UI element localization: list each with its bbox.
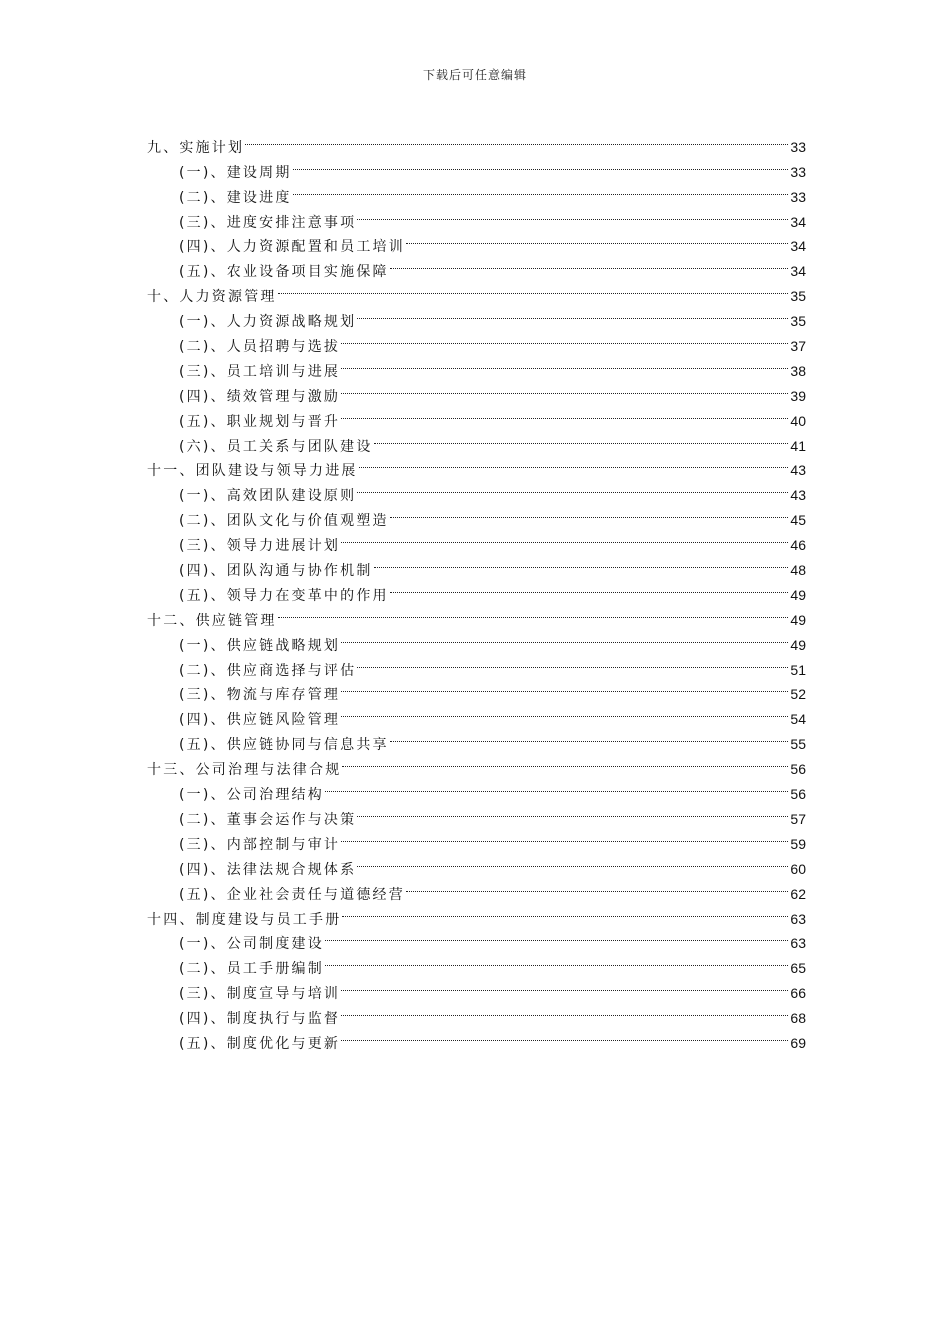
toc-page-number: 51	[790, 661, 806, 678]
toc-page-number: 55	[790, 736, 806, 753]
toc-entry-label: (一)、人力资源战略规划	[179, 314, 357, 331]
toc-dot-leader	[357, 475, 788, 500]
toc-page-number: 35	[790, 313, 806, 330]
toc-entry-label: (三)、制度宣导与培训	[179, 986, 341, 1003]
toc-page-number: 69	[790, 1034, 806, 1051]
toc-entry-label: (一)、供应链战略规划	[179, 637, 341, 654]
toc-entry-label: (五)、领导力在变革中的作用	[179, 587, 389, 604]
toc-dot-leader	[374, 550, 789, 575]
toc-entry-label: (四)、法律法规合规体系	[179, 861, 357, 878]
toc-page-number: 38	[790, 362, 806, 379]
toc-entry-label: (一)、建设周期	[179, 164, 292, 181]
toc-page-number: 33	[790, 188, 806, 205]
toc-dot-leader	[390, 251, 789, 276]
toc-entry-label: (四)、绩效管理与激励	[179, 388, 341, 405]
toc-dot-leader	[406, 874, 788, 899]
toc-page-number: 34	[790, 238, 806, 255]
toc-page-number: 35	[790, 288, 806, 305]
toc-page-number: 65	[790, 960, 806, 977]
toc-entry-label: (五)、供应链协同与信息共享	[179, 737, 389, 754]
toc-dot-leader	[341, 326, 788, 351]
toc-page-number: 60	[790, 860, 806, 877]
toc-entry-label: (二)、团队文化与价值观塑造	[179, 513, 389, 530]
toc-dot-leader	[390, 724, 789, 749]
toc-entry-label: (二)、建设进度	[179, 189, 292, 206]
toc-page-number: 37	[790, 338, 806, 355]
toc-entry-label: 十四、制度建设与员工手册	[147, 911, 342, 928]
toc-dot-leader	[342, 899, 788, 924]
toc-dot-leader	[374, 426, 789, 451]
toc-entry-label: (二)、董事会运作与决策	[179, 811, 357, 828]
toc-entry-label: (一)、高效团队建设原则	[179, 488, 357, 505]
toc-entry-label: (二)、员工手册编制	[179, 961, 324, 978]
toc-entry-label: (一)、公司治理结构	[179, 787, 324, 804]
toc-entry-label: 十、人力资源管理	[147, 289, 277, 306]
toc-page-number: 56	[790, 786, 806, 803]
toc-page-number: 52	[790, 686, 806, 703]
toc-page-number: 43	[790, 487, 806, 504]
toc-page-number: 49	[790, 636, 806, 653]
toc-page-number: 33	[790, 138, 806, 155]
toc-dot-leader	[342, 749, 788, 774]
toc-dot-leader	[341, 699, 788, 724]
toc-entry-label: 十三、公司治理与法律合规	[147, 762, 342, 779]
toc-dot-leader	[357, 849, 788, 874]
toc-entry-label: (五)、职业规划与晋升	[179, 413, 341, 430]
toc-page-number: 46	[790, 537, 806, 554]
toc-page-number: 33	[790, 163, 806, 180]
toc-dot-leader	[341, 998, 788, 1023]
toc-dot-leader	[245, 127, 788, 152]
table-of-contents	[147, 127, 806, 1052]
toc-dot-leader	[390, 500, 789, 525]
toc-dot-leader	[341, 1023, 788, 1048]
toc-dot-leader	[278, 600, 789, 625]
toc-page-number: 54	[790, 711, 806, 728]
toc-page-number: 48	[790, 562, 806, 579]
toc-page-number: 56	[790, 761, 806, 778]
toc-dot-leader	[293, 152, 789, 177]
toc-dot-leader	[341, 351, 788, 376]
toc-entry-label: (三)、物流与库存管理	[179, 687, 341, 704]
toc-entry-label: 十二、供应链管理	[147, 612, 277, 629]
toc-page-number: 49	[790, 611, 806, 628]
toc-page-number: 68	[790, 1010, 806, 1027]
toc-dot-leader	[357, 301, 788, 326]
toc-page-number: 40	[790, 412, 806, 429]
toc-page-number: 63	[790, 935, 806, 952]
toc-page-number: 63	[790, 910, 806, 927]
toc-dot-leader	[341, 973, 788, 998]
toc-page-number: 34	[790, 263, 806, 280]
toc-dot-leader	[341, 525, 788, 550]
header-note: 下载后可任意编辑	[422, 68, 527, 82]
toc-entry-label: (五)、农业设备项目实施保障	[179, 264, 389, 281]
toc-dot-leader	[406, 227, 788, 252]
toc-section-entry[interactable]	[147, 152, 806, 181]
toc-entry-label: (五)、制度优化与更新	[179, 1035, 341, 1052]
toc-dot-leader	[278, 276, 789, 301]
toc-entry-label: (三)、进度安排注意事项	[179, 214, 357, 231]
toc-page-number: 34	[790, 213, 806, 230]
toc-page-number: 66	[790, 985, 806, 1002]
toc-dot-leader	[341, 376, 788, 401]
toc-dot-leader	[341, 675, 788, 700]
toc-page-number: 59	[790, 835, 806, 852]
toc-entry-label: (六)、员工关系与团队建设	[179, 438, 373, 455]
toc-chapter-entry[interactable]	[147, 127, 806, 156]
toc-entry-label: (四)、制度执行与监督	[179, 1011, 341, 1028]
toc-dot-leader	[390, 575, 789, 600]
toc-dot-leader	[293, 177, 789, 202]
toc-page-number: 45	[790, 512, 806, 529]
toc-entry-label: (四)、人力资源配置和员工培训	[179, 239, 405, 256]
toc-entry-label: (三)、领导力进展计划	[179, 538, 341, 555]
toc-page-number: 49	[790, 586, 806, 603]
toc-page-number: 41	[790, 437, 806, 454]
toc-entry-label: (一)、公司制度建设	[179, 936, 324, 953]
toc-dot-leader	[341, 401, 788, 426]
toc-page-number: 62	[790, 885, 806, 902]
toc-dot-leader	[325, 948, 788, 973]
toc-entry-label: (三)、员工培训与进展	[179, 363, 341, 380]
toc-entry-label: (五)、企业社会责任与道德经营	[179, 886, 405, 903]
toc-dot-leader	[357, 202, 788, 227]
toc-entry-label: (二)、人员招聘与选拔	[179, 339, 341, 356]
toc-dot-leader	[325, 774, 788, 799]
toc-entry-label: 九、实施计划	[147, 139, 245, 156]
toc-dot-leader	[357, 650, 788, 675]
toc-entry-label: (三)、内部控制与审计	[179, 836, 341, 853]
toc-entry-label: (四)、供应链风险管理	[179, 712, 341, 729]
toc-entry-label: (四)、团队沟通与协作机制	[179, 563, 373, 580]
toc-dot-leader	[357, 799, 788, 824]
toc-dot-leader	[325, 924, 788, 949]
toc-entry-label: 十一、团队建设与领导力进展	[147, 463, 358, 480]
toc-dot-leader	[359, 451, 789, 476]
toc-entry-label: (二)、供应商选择与评估	[179, 662, 357, 679]
toc-page-number: 39	[790, 387, 806, 404]
toc-dot-leader	[341, 625, 788, 650]
toc-page-number: 57	[790, 810, 806, 827]
toc-dot-leader	[341, 824, 788, 849]
toc-page-number: 43	[790, 462, 806, 479]
